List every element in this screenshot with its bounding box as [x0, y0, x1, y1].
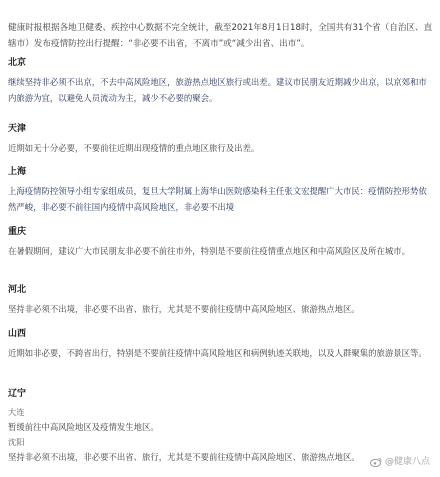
region-shanghai [8, 166, 434, 215]
region-paragraph: 坚持非必须不出境，非必要不出省、旅行，尤其是不要前往疫情中高风险地区、旅游热点地区。 [8, 304, 360, 314]
city-name: 大连 [8, 407, 25, 417]
region-paragraph: 近期如非必要，不跨省出行，特别是不要前往疫情中高风险地区和病例轨迹关联地，以及人群聚集的旅游景区等。 [8, 348, 427, 358]
region-title: 北京 [8, 58, 27, 68]
region-paragraph: 继续坚持非必须不出京，不去中高风险地区，旅游热点地区旅行或出差。建议市民朋友近期减少出京，以京郊和市内旅游为宜，以避免人员流动为主，减少不必要的聚会。 [8, 77, 427, 103]
region-paragraph: 上海疫情防控领导小组专家组成员，复旦大学附属上海华山医院感染科主任张文宏提醒广大市民：疫情防控形势依然严峻，非必要不前往国内疫情中高风险地区，非必要不出境 [8, 186, 427, 212]
region-title: 天津 [8, 124, 27, 134]
city-paragraph: 暂缓前往中高风险地区及疫情发生地区。 [8, 422, 159, 432]
region-paragraph: 在暑假期间，建议广大市民朋友非必要不前往市外，特别是不要前往疫情重点地区和中高风险区及所在城市。 [8, 246, 410, 256]
weibo-watermark [370, 456, 430, 468]
region-tianjin [8, 123, 434, 156]
region-paragraph: 近期如无十分必要，不要前往近期出现疫情的重点地区旅行及出差。 [8, 143, 260, 153]
region-title: 重庆 [8, 227, 27, 237]
region-title: 上海 [8, 167, 27, 177]
region-title: 河北 [8, 285, 27, 295]
region-title: 辽宁 [8, 389, 27, 399]
region-title: 山西 [8, 329, 27, 339]
region-liaoning [8, 388, 434, 465]
region-hebei [8, 284, 434, 317]
watermark-text: @健康八点 [384, 457, 430, 467]
city-name: 沈阳 [8, 437, 25, 447]
city-paragraph: 坚持非必须不出境，非必要不出省、旅行，尤其是不要前往疫情中高风险地区、旅游热点地区。 [8, 452, 360, 462]
region-shanxi [8, 328, 434, 361]
region-beijing [8, 57, 434, 106]
weibo-logo-icon [370, 457, 382, 467]
intro-paragraph: 健康时报根据各地卫健委、疾控中心数据不完全统计，截至2021年8月1日18时，全国共有31个省（自治区、直辖市）发布疫情防控出行提醒：“非必要不出省，不离市”或“减少出省、出市”。 [8, 22, 433, 49]
region-chongqing [8, 226, 434, 259]
